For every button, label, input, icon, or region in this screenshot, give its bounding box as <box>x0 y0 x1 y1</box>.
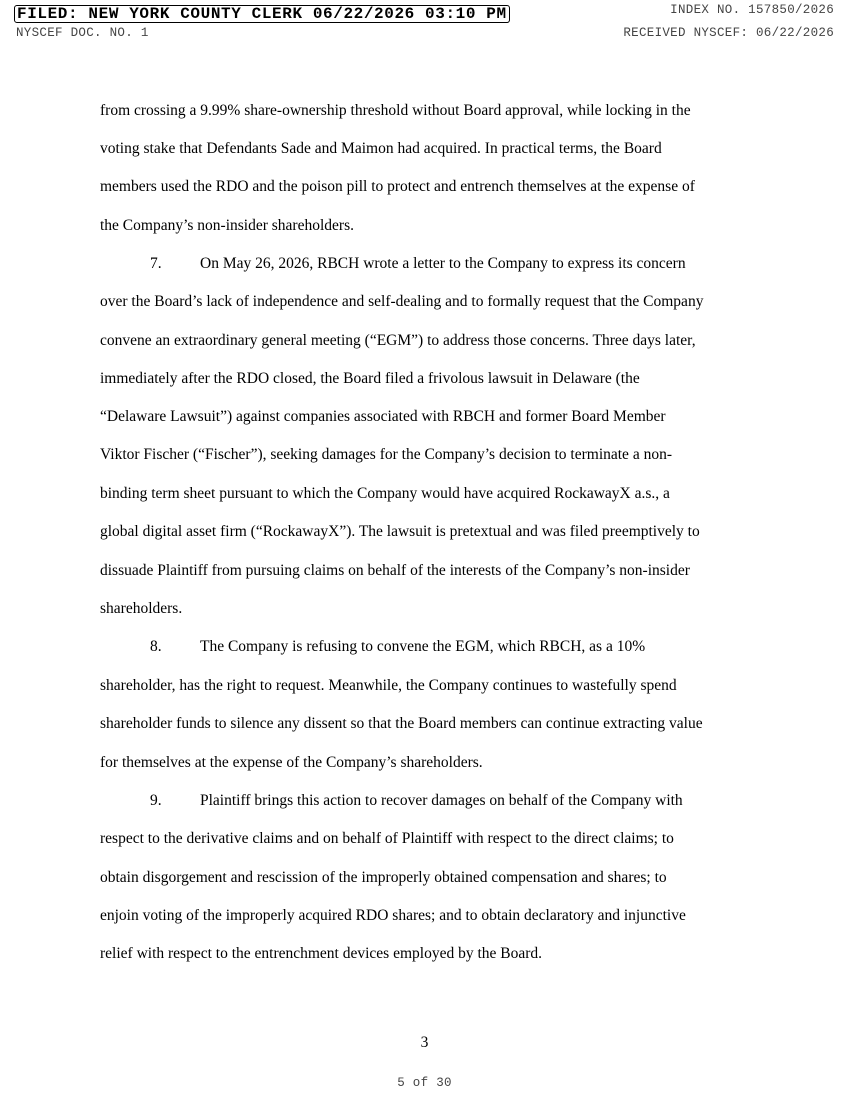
text-line: Plaintiff brings this action to recover damages on behalf of the Company with <box>200 792 683 809</box>
text-line: Viktor Fischer (“Fischer”), seeking damages for the Company’s decision to terminate a non- <box>100 446 672 463</box>
text-line: the Company’s non-insider shareholders. <box>100 217 354 234</box>
text-line: global digital asset firm (“RockawayX”). The lawsuit is pretextual and was filed preemptively to <box>100 523 700 540</box>
text-line: “Delaware Lawsuit”) against companies associated with RBCH and former Board Member <box>100 408 666 425</box>
nyscef-doc-number: NYSCEF DOC. NO. 1 <box>16 26 149 40</box>
text-line: voting stake that Defendants Sade and Maimon had acquired. In practical terms, the Board <box>100 140 662 157</box>
text-line: relief with respect to the entrenchment devices employed by the Board. <box>100 945 543 962</box>
text-line: convene an extraordinary general meeting (“EGM”) to address those concerns. Three days later, <box>100 332 696 349</box>
text-line: enjoin voting of the improperly acquired RDO shares; and to obtain declaratory and injunctive <box>100 907 686 924</box>
text-line: over the Board’s lack of independence and self-dealing and to formally request that the Company <box>100 293 704 310</box>
paragraph-number: 8. <box>150 638 162 655</box>
text-line: shareholder, has the right to request. Meanwhile, the Company continues to wastefully spend <box>100 677 677 694</box>
text-line: dissuade Plaintiff from pursuing claims on behalf of the interests of the Company’s non-insider <box>100 562 690 579</box>
text-line: immediately after the RDO closed, the Board filed a frivolous lawsuit in Delaware (the <box>100 370 640 387</box>
text-line: obtain disgorgement and rescission of the improperly obtained compensation and shares; to <box>100 869 667 886</box>
text-line: members used the RDO and the poison pill to protect and entrench themselves at the expense of <box>100 178 695 195</box>
received-date: RECEIVED NYSCEF: 06/22/2026 <box>623 26 834 40</box>
text-line: for themselves at the expense of the Company’s shareholders. <box>100 754 483 771</box>
text-line: shareholders. <box>100 600 183 617</box>
paragraph-number: 7. <box>150 255 162 272</box>
page-count: 5 of 30 <box>397 1076 452 1090</box>
text-line: On May 26, 2026, RBCH wrote a letter to the Company to express its concern <box>200 255 686 272</box>
text-line: shareholder funds to silence any dissent so that the Board members can continue extracting value <box>100 715 703 732</box>
text-line: from crossing a 9.99% share-ownership threshold without Board approval, while locking in the <box>100 102 691 119</box>
text-line: The Company is refusing to convene the EGM, which RBCH, as a 10% <box>200 638 646 655</box>
index-number: INDEX NO. 157850/2026 <box>670 3 834 17</box>
paragraph-number: 9. <box>150 792 162 809</box>
page-number: 3 <box>420 1034 429 1051</box>
filed-stamp: FILED: NEW YORK COUNTY CLERK 06/22/2026 03:10 PM <box>14 5 510 23</box>
text-line: binding term sheet pursuant to which the Company would have acquired RockawayX a.s., a <box>100 485 670 502</box>
text-line: respect to the derivative claims and on behalf of Plaintiff with respect to the direct claims; to <box>100 830 674 847</box>
